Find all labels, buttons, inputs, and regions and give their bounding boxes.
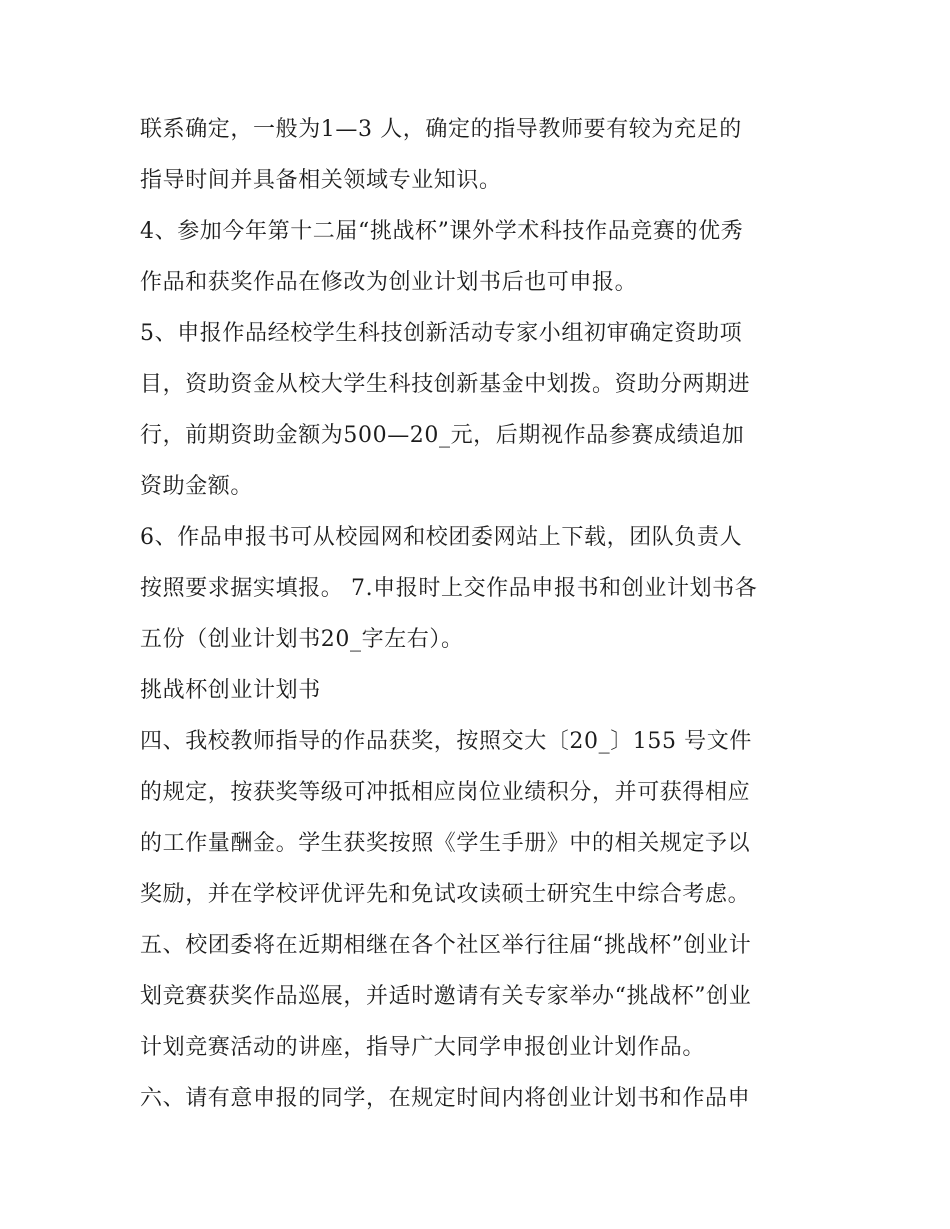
text-line: 的工作量酬金。学生获奖按照《学生手册》中的相关规定予以 [140,831,751,856]
text-line: 奖励，并在学校评优评先和免试攻读硕士研究生中综合考虑。 [140,882,751,907]
text-line: 四、我校教师指导的作品获奖，按照交大〔20_〕155 号文件 [140,729,752,754]
text-line: 划竞赛获奖作品巡展，并适时邀请有关专家举办“挑战杯”创业 [140,984,752,1009]
document-body [140,104,830,1124]
text-line: 资助金额。 [140,474,254,499]
text-line: 按照要求据实填报。 7.申报时上交作品申报书和创业计划书各 [140,576,758,601]
text-line: 6、作品申报书可从校园网和校团委网站上下载，团队负责人 [140,525,743,550]
text-line: 行，前期资助金额为500—20_元，后期视作品参赛成绩追加 [140,423,745,448]
text-line: 五、校团委将在近期相继在各个社区举行往届“挑战杯”创业计 [140,933,752,958]
text-line: 计划竞赛活动的讲座，指导广大同学申报创业计划作品。 [140,1035,706,1060]
text-line: 的规定，按获奖等级可冲抵相应岗位业绩积分，并可获得相应 [140,780,751,805]
text-line: 作品和获奖作品在修改为创业计划书后也可申报。 [140,270,638,295]
text-line: 联系确定，一般为1—3 人，确定的指导教师要有较为充足的 [140,117,742,142]
text-line: 目，资助资金从校大学生科技创新基金中划拨。资助分两期进 [140,372,751,397]
text-line: 六、请有意申报的同学，在规定时间内将创业计划书和作品申 [140,1086,751,1111]
section-heading: 挑战杯创业计划书 [140,678,321,703]
text-line: 4、参加今年第十二届“挑战杯”课外学术科技作品竞赛的优秀 [140,219,744,244]
text-line: 5、申报作品经校学生科技创新活动专家小组初审确定资助项 [140,321,743,346]
text-line: 五份（创业计划书20_字左右）。 [140,627,464,652]
text-line: 指导时间并具备相关领域专业知识。 [140,168,502,193]
